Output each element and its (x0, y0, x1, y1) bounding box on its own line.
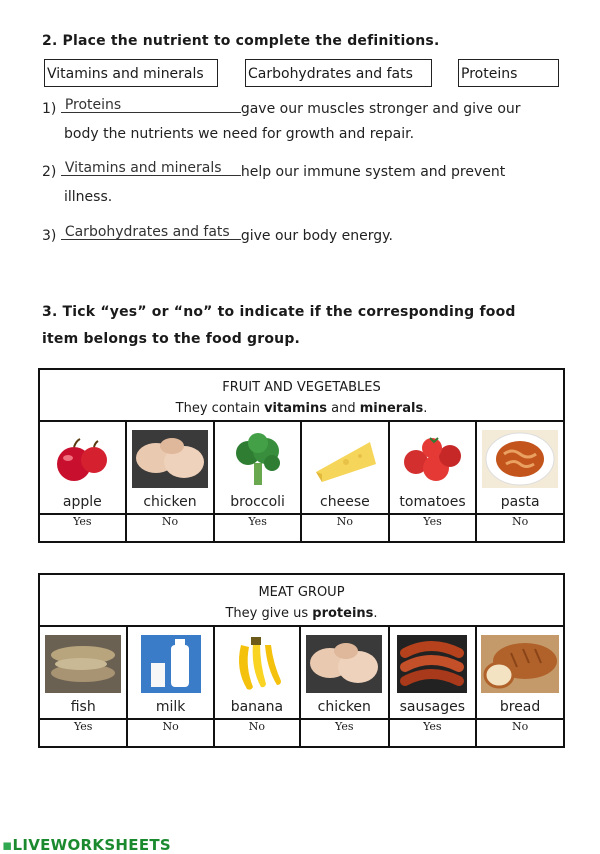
food-cell (389, 626, 477, 719)
answer-blank-1[interactable] (61, 99, 241, 113)
banana-icon (215, 629, 299, 699)
answer-cell[interactable]: No (126, 514, 215, 542)
answer-cell[interactable]: Yes (389, 514, 476, 542)
food-name: apple (62, 493, 102, 510)
fish-icon (40, 629, 126, 699)
definition-3 (42, 224, 562, 249)
answer-cell[interactable]: No (301, 514, 389, 542)
subtitle-bold: proteins (312, 606, 374, 621)
table-title: MEAT GROUP (258, 585, 345, 600)
food-cell (214, 626, 300, 719)
food-name: bread (499, 698, 541, 715)
logo-mark-icon: ▪ (2, 836, 13, 854)
food-name: broccoli (230, 493, 285, 510)
tomatoes-icon (390, 424, 475, 494)
pasta-icon (477, 424, 563, 494)
definition-text: give our body energy. (240, 228, 393, 244)
food-cell (301, 421, 389, 514)
food-cell (127, 626, 213, 719)
answer-text: Proteins (64, 97, 122, 113)
food-name: chicken (317, 698, 371, 715)
q2-heading: 2. Place the nutrient to complete the definitions. (42, 33, 440, 49)
table-subtitle (40, 401, 563, 416)
definition-text: gave our muscles stronger and give our (240, 101, 521, 117)
milk-icon (128, 629, 212, 699)
answer-cell[interactable]: Yes (39, 514, 126, 542)
answer-cell[interactable]: No (214, 719, 300, 747)
food-cell (476, 626, 564, 719)
definition-text-line2: body the nutrients we need for growth and repair. (64, 126, 415, 142)
food-name: cheese (320, 493, 370, 510)
subtitle-bold: minerals (359, 401, 424, 416)
chicken-icon (127, 424, 214, 494)
food-name: milk (155, 698, 186, 715)
food-cell (389, 421, 476, 514)
bread-icon (477, 629, 563, 699)
table-title-cell (39, 574, 564, 626)
q3-heading-line2: item belongs to the food group. (42, 331, 301, 347)
definition-2 (42, 160, 562, 210)
answer-text: Carbohydrates and fats (64, 224, 230, 240)
table-subtitle (40, 606, 563, 621)
subtitle-text: They contain (175, 401, 265, 416)
food-cell (39, 421, 126, 514)
table-title: FRUIT AND VEGETABLES (222, 380, 381, 395)
definition-number: 2) (42, 164, 57, 180)
food-cell (126, 421, 215, 514)
food-name: sausages (399, 698, 466, 715)
option-vitamins-and-minerals[interactable]: Vitamins and minerals (44, 59, 218, 87)
meat-group-table (38, 573, 565, 748)
definition-1 (42, 97, 562, 147)
food-cell (39, 626, 127, 719)
cheese-icon (302, 424, 388, 494)
logo-text: LIVEWORKSHEETS (12, 836, 172, 854)
answer-text: Vitamins and minerals (64, 160, 222, 176)
answer-cell[interactable]: Yes (300, 719, 388, 747)
answer-cell[interactable]: Yes (389, 719, 477, 747)
subtitle-text: and (327, 401, 360, 416)
apple-icon (40, 424, 125, 494)
food-name: chicken (143, 493, 197, 510)
food-name: tomatoes (399, 493, 466, 510)
definition-text-line2: illness. (64, 189, 113, 205)
answer-cell[interactable]: No (476, 719, 564, 747)
food-name: pasta (500, 493, 540, 510)
definition-text: help our immune system and prevent (240, 164, 506, 180)
definition-number: 3) (42, 228, 57, 244)
chicken-icon (301, 629, 387, 699)
answer-cell[interactable]: Yes (214, 514, 301, 542)
food-cell (476, 421, 564, 514)
food-cell (214, 421, 301, 514)
option-proteins[interactable]: Proteins (458, 59, 559, 87)
answer-blank-3[interactable] (61, 226, 241, 240)
answer-cell[interactable]: No (476, 514, 564, 542)
definition-number: 1) (42, 101, 57, 117)
answer-cell[interactable]: Yes (39, 719, 127, 747)
subtitle-text: They give us (225, 606, 313, 621)
subtitle-bold: vitamins (264, 401, 327, 416)
subtitle-text: . (373, 606, 378, 621)
answer-cell[interactable]: No (127, 719, 213, 747)
option-carbohydrates-and-fats[interactable]: Carbohydrates and fats (245, 59, 432, 87)
sausages-icon (390, 629, 476, 699)
answer-blank-2[interactable] (61, 162, 241, 176)
liveworksheets-logo (2, 836, 171, 854)
table-title-cell (39, 369, 564, 421)
subtitle-text: . (423, 401, 428, 416)
broccoli-icon (215, 424, 300, 494)
food-cell (300, 626, 388, 719)
food-name: fish (70, 698, 96, 715)
q3-heading-line1: 3. Tick “yes” or “no” to indicate if the corresponding food (42, 304, 516, 320)
fruit-and-vegetables-table (38, 368, 565, 543)
food-name: banana (230, 698, 284, 715)
